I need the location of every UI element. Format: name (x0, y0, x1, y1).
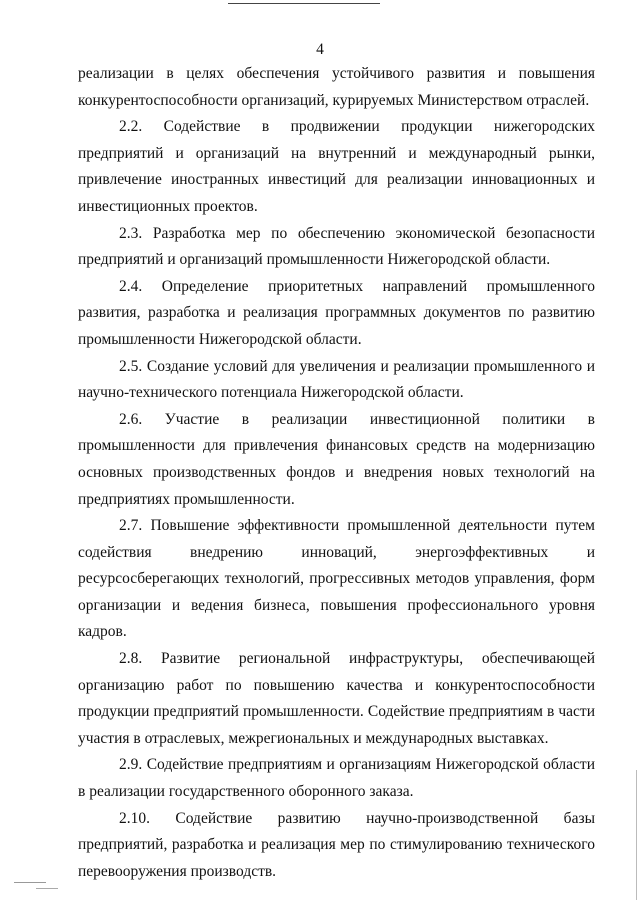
paragraph-2-8: 2.8. Развитие региональной инфраструктуры, обеспечивающей организацию работ по повышению качества и конкурентоспособности продукции предприятий промышленности. Содействие предприятиям в части участия в отраслевых, межрегиональных и международных выставках. (78, 650, 595, 747)
paragraph-2-4: 2.4. Определение приоритетных направлений промышленного развития, разработка и реализация программных документов по развитию промышленности Нижегородской области. (78, 277, 595, 348)
paragraph-2-6: 2.6. Участие в реализации инвестиционной политики в промышленности для привлечения финансовых средств на модернизацию основных производственных фондов и внедрения новых технологий на предприятиях промышленности. (78, 410, 595, 508)
paragraph-continuation: реализации в целях обеспечения устойчивого развития и повышения конкурентоспособности организаций, курируемых Министерством отраслей. (78, 65, 595, 109)
scan-artifact-line (14, 882, 46, 883)
page-number: 4 (316, 41, 324, 58)
paragraph-2-7: 2.7. Повышение эффективности промышленной деятельности путем содействия внедрению инноваций, энергоэффективных и ресурсосберегающих технологий, прогрессивных методов управления, форм организации и ведения бизнеса, повышения профессионального уровня кадров. (78, 517, 595, 641)
document-body (78, 61, 595, 885)
top-rule (228, 3, 380, 4)
paragraph-2-9: 2.9. Содействие предприятиям и организациям Нижегородской области в реализации государственного оборонного заказа. (78, 756, 595, 801)
scan-edge-shadow (636, 770, 637, 900)
paragraph-2-3: 2.3. Разработка мер по обеспечению экономической безопасности предприятий и организаций промышленности Нижегородской области. (78, 224, 595, 269)
paragraph-2-10: 2.10. Содействие развитию научно-производственной базы предприятий, разработка и реализация мер по стимулированию технического перевооружения производств. (78, 809, 595, 880)
paragraph-2-2: 2.2. Содействие в продвижении продукции нижегородских предприятий и организаций на внутренний и международный рынки, привлечение иностранных инвестиций для реализации инновационных и инвестиционных проектов. (78, 118, 595, 215)
scan-artifact-line (36, 888, 58, 889)
paragraph-2-5: 2.5. Создание условий для увеличения и реализации промышленного и научно-технического потенциала Нижегородской области. (78, 357, 595, 402)
